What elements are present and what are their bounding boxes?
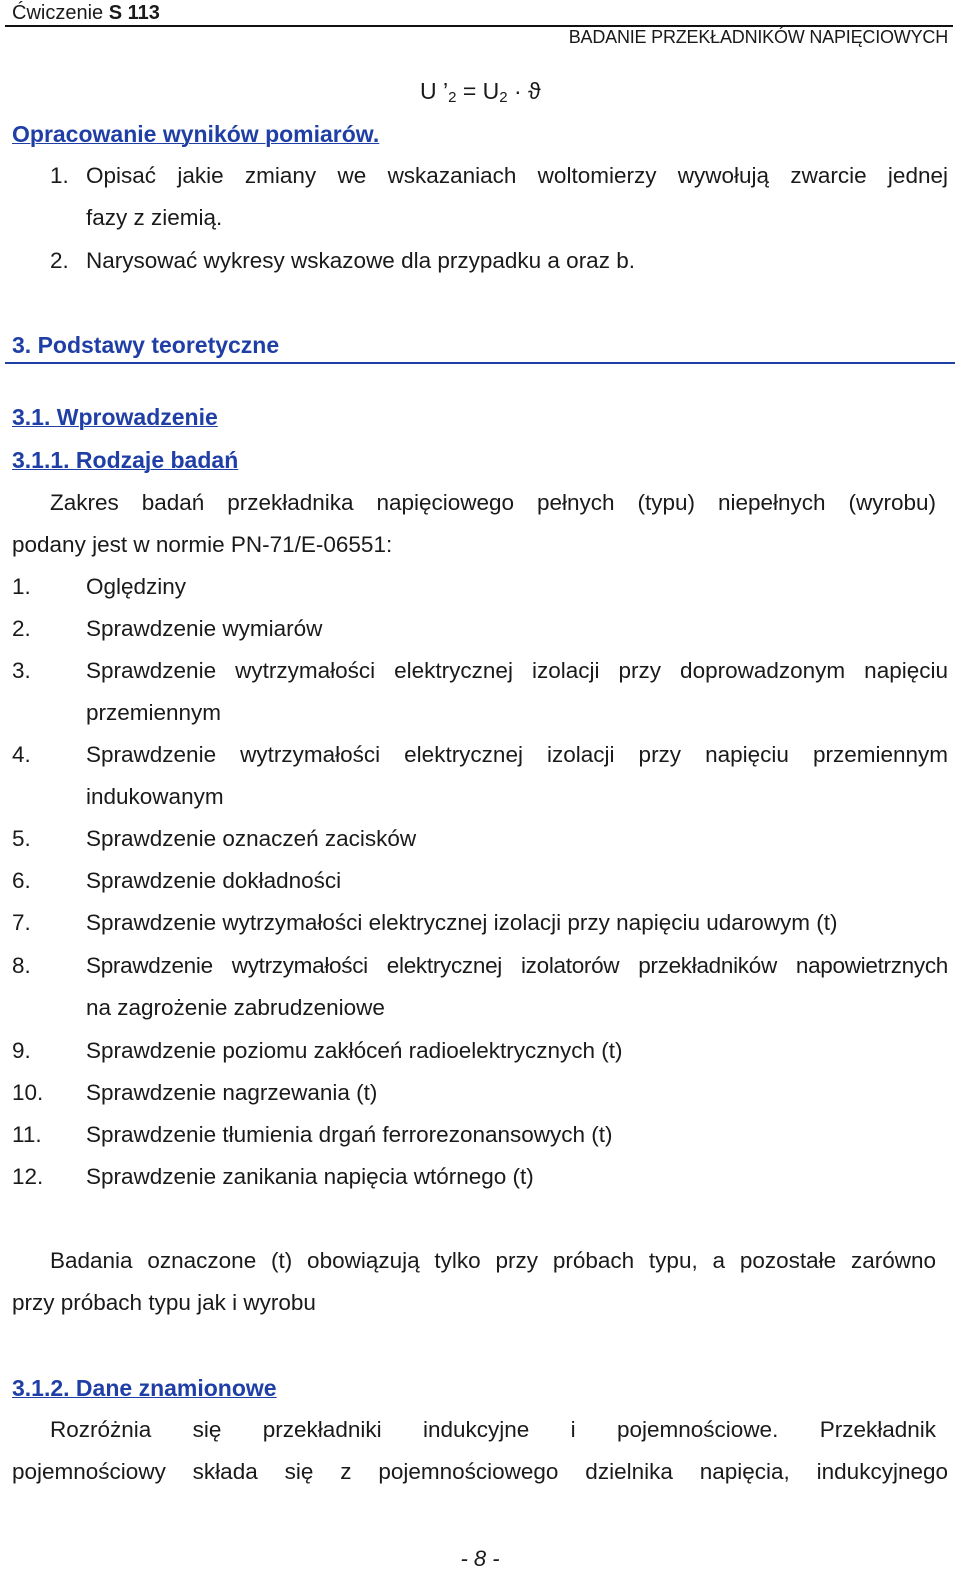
test-item-2-num: 2. (12, 616, 31, 641)
results-item-1-num: 1. (50, 163, 69, 188)
formula-mid-sub: 2 (499, 89, 508, 106)
page-number: - 8 - (460, 1546, 500, 1571)
formula-left-sub: 2 (448, 89, 457, 106)
formula-left: U ’ (420, 78, 449, 104)
formula (420, 78, 541, 106)
test-item-1-text: Oględziny (86, 574, 187, 599)
results-item-2-num: 2. (50, 248, 69, 273)
test-item-2-text: Sprawdzenie wymiarów (86, 616, 323, 641)
formula-right: · ϑ (507, 78, 541, 104)
section-3-1-2-heading: 3.1.2. Dane znamionowe (12, 1375, 277, 1401)
header-topic: BADANIE PRZEKŁADNIKÓW NAPIĘCIOWYCH (568, 27, 948, 47)
test-item-3-line1: Sprawdzenie wytrzymałości elektrycznej izolacji przy doprowadzonym napięciu (86, 658, 948, 683)
exercise-prefix: Ćwiczenie (12, 2, 109, 24)
section-3-heading: 3. Podstawy teoretyczne (12, 332, 280, 358)
results-item-2-text: Narysować wykresy wskazowe dla przypadku a oraz b. (86, 248, 635, 273)
exercise-title (12, 2, 160, 25)
test-item-7-num: 7. (12, 910, 31, 935)
test-item-9-text: Sprawdzenie poziomu zakłóceń radioelektrycznych (t) (86, 1038, 623, 1063)
test-item-10-text: Sprawdzenie nagrzewania (t) (86, 1080, 378, 1105)
test-item-4-line1: Sprawdzenie wytrzymałości elektrycznej izolacji przy napięciu przemiennym (86, 742, 948, 767)
test-item-11-num: 11. (12, 1122, 42, 1147)
results-item-1-line1: Opisać jakie zmiany we wskazaniach woltomierzy wywołują zwarcie jednej (86, 163, 948, 188)
formula-mid: = U (456, 78, 500, 104)
section-3-1-heading: 3.1. Wprowadzenie (12, 404, 218, 430)
test-item-3-line2: przemiennym (86, 700, 222, 725)
section-3-rule (5, 362, 955, 364)
test-item-9-num: 9. (12, 1038, 31, 1063)
test-item-12-num: 12. (12, 1164, 44, 1189)
exercise-code: S 113 (108, 2, 160, 24)
test-item-1-num: 1. (12, 574, 31, 599)
note-line-2: przy próbach typu jak i wyrobu (12, 1290, 316, 1315)
section-3-1-1-heading: 3.1.1. Rodzaje badań (12, 447, 239, 473)
test-item-5-num: 5. (12, 826, 31, 851)
test-item-4-line2: indukowanym (86, 784, 224, 809)
test-item-11-text: Sprawdzenie tłumienia drgań ferrorezonansowych (t) (86, 1122, 613, 1147)
test-item-10-num: 10. (12, 1080, 44, 1105)
test-item-6-text: Sprawdzenie dokładności (86, 868, 342, 893)
test-item-8-line2: na zagrożenie zabrudzeniowe (86, 995, 385, 1020)
intro-line-1: Zakres badań przekładnika napięciowego pełnych (typu) niepełnych (wyrobu) (50, 490, 936, 515)
note-line-1: Badania oznaczone (t) obowiązują tylko przy próbach typu, a pozostałe zarówno (50, 1248, 936, 1273)
results-heading: Opracowanie wyników pomiarów. (12, 121, 380, 147)
test-item-4-num: 4. (12, 742, 31, 767)
paragraph-line-1: Rozróżnia się przekładniki indukcyjne i pojemnościowe. Przekładnik (50, 1417, 936, 1442)
test-item-8-num: 8. (12, 953, 31, 978)
test-item-8-line1: Sprawdzenie wytrzymałości elektrycznej izolatorów przekładników napowietrznych (86, 953, 948, 978)
test-item-12-text: Sprawdzenie zanikania napięcia wtórnego (t) (86, 1164, 534, 1189)
test-item-5-text: Sprawdzenie oznaczeń zacisków (86, 826, 417, 851)
test-item-3-num: 3. (12, 658, 31, 683)
intro-line-2: podany jest w normie PN-71/E-06551: (12, 532, 393, 557)
paragraph-line-2: pojemnościowy składa się z pojemnościowego dzielnika napięcia, indukcyjnego (12, 1459, 948, 1484)
results-item-1-line2: fazy z ziemią. (86, 205, 223, 230)
test-item-6-num: 6. (12, 868, 31, 893)
test-item-7-text: Sprawdzenie wytrzymałości elektrycznej izolacji przy napięciu udarowym (t) (86, 910, 838, 935)
